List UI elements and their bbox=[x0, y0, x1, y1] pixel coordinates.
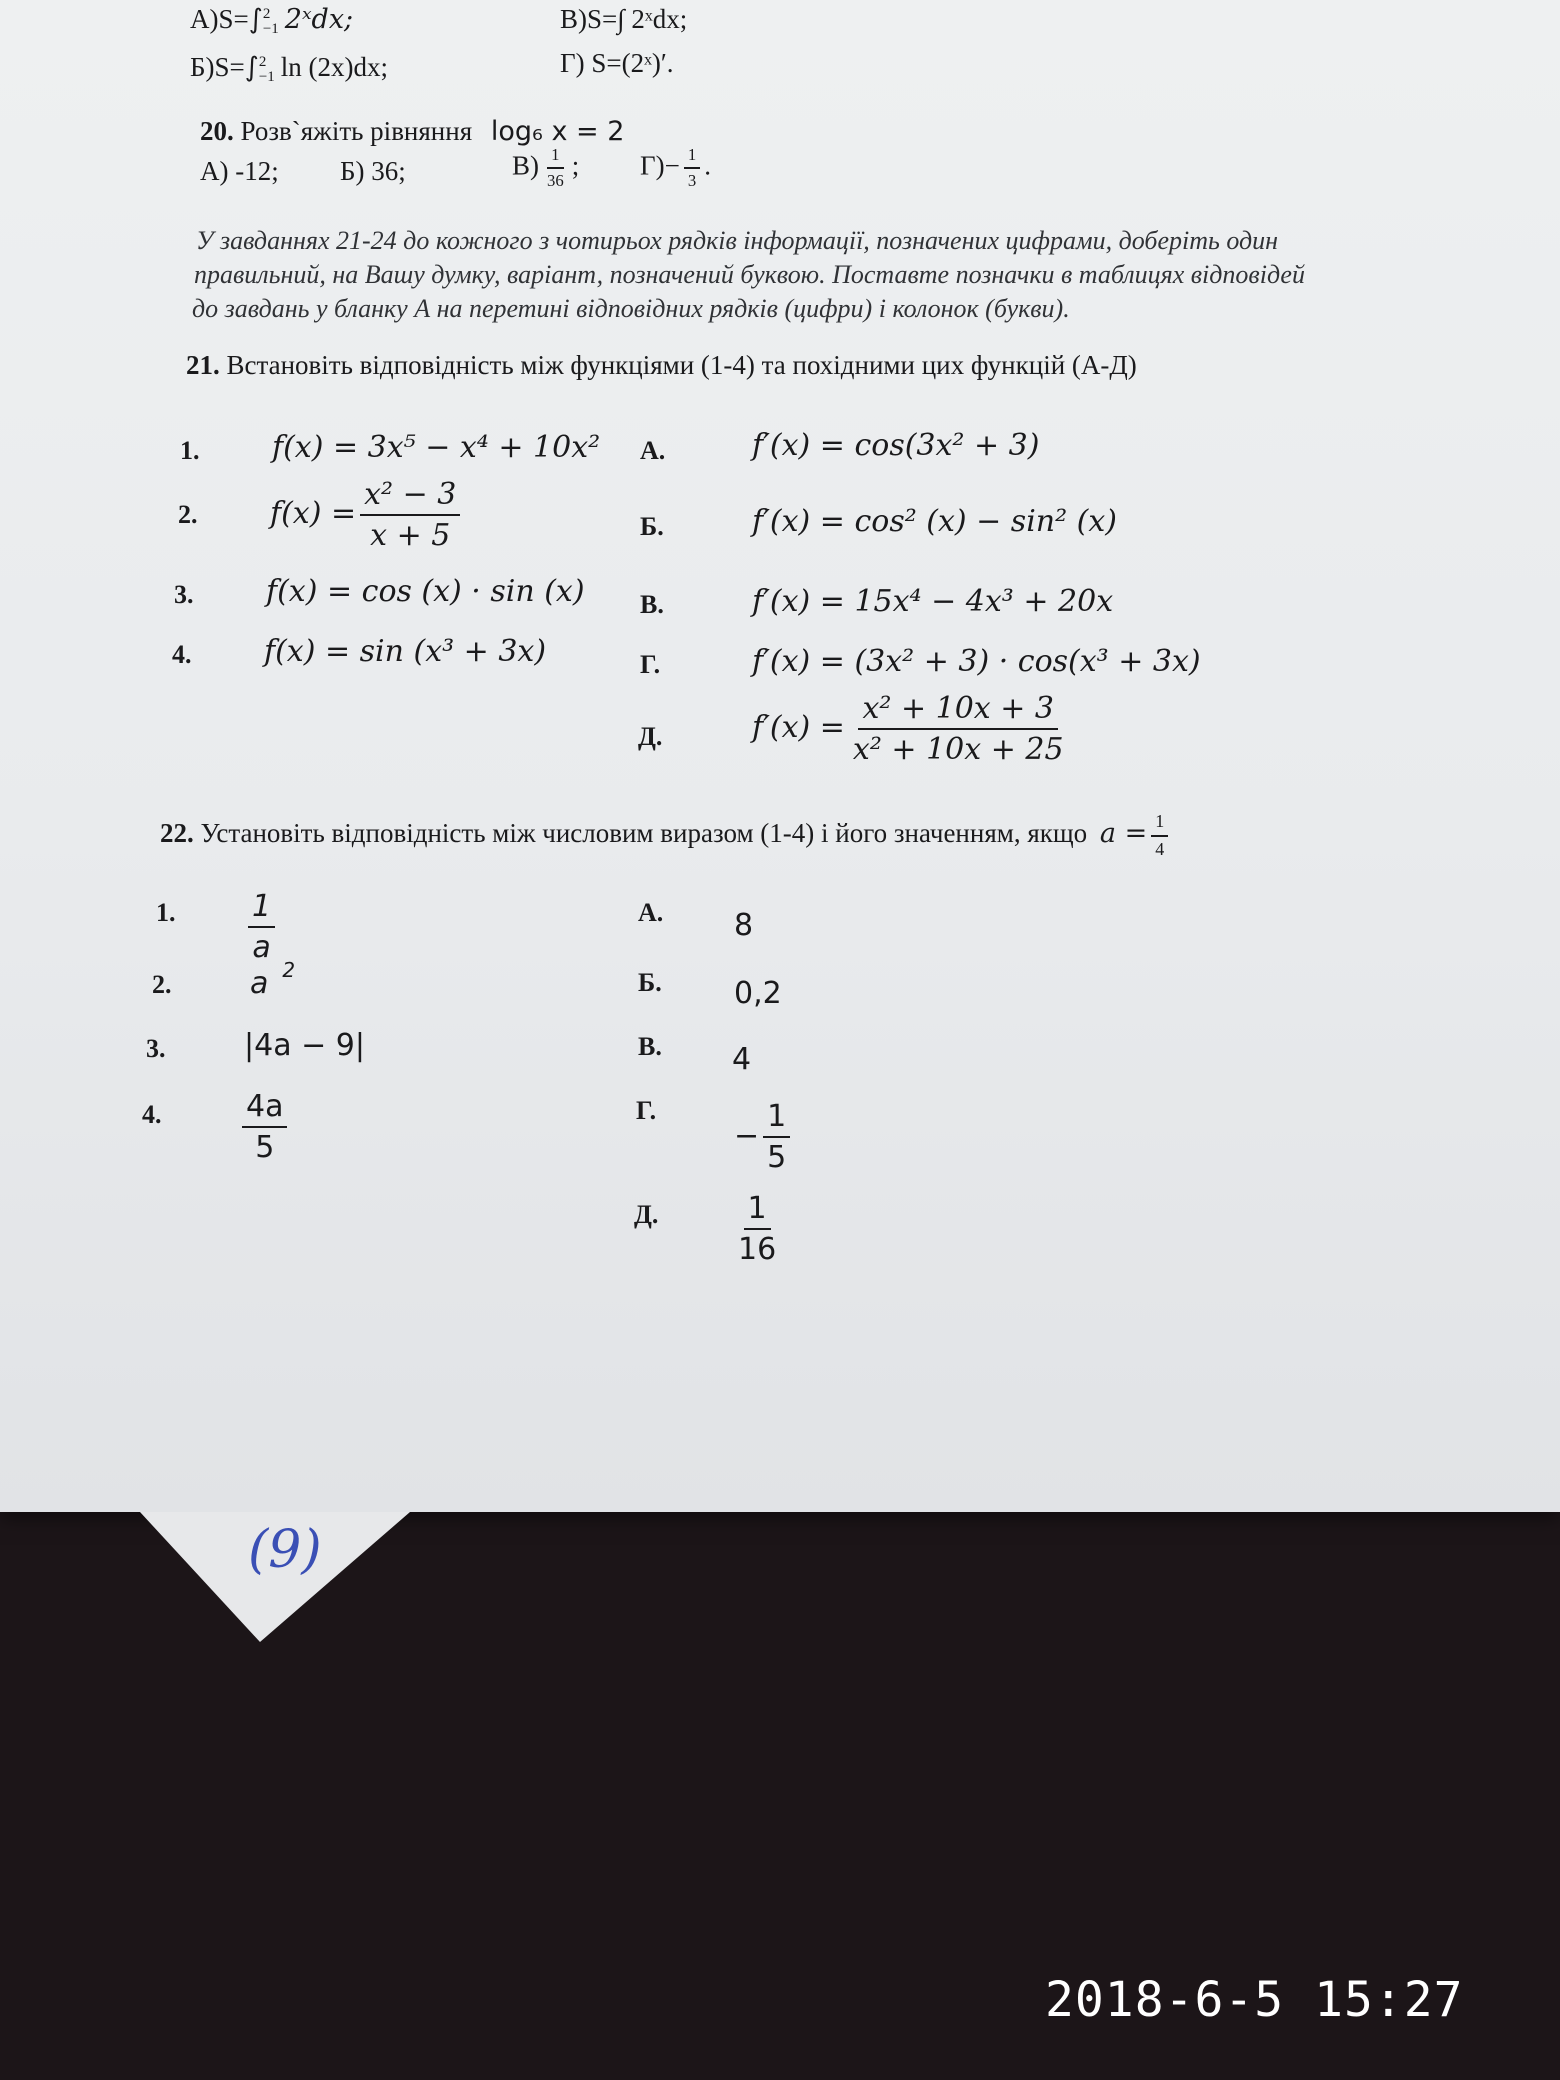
q21-left-label-3: 3. bbox=[174, 580, 194, 609]
q21-function-3: f(x) = cos (x) · sin (x) bbox=[266, 574, 585, 609]
q21-derivative-b: f′(x) = cos² (x) − sin² (x) bbox=[752, 504, 1118, 539]
q22-expression-1: $\frac{1}{a}$ bbox=[244, 890, 279, 964]
q21-right-label-g: Г. bbox=[640, 650, 661, 679]
q22-right-label-g: Г. bbox=[636, 1096, 657, 1125]
q21-derivative-v: f′(x) = 15x⁴ − 4x³ + 20x bbox=[752, 584, 1114, 619]
q22-right-label-a: А. bbox=[638, 898, 664, 927]
q21-right-label-d: Д. bbox=[638, 722, 663, 751]
q19-option-v: В)S=∫ 2ˣdx; bbox=[560, 4, 688, 34]
q22-left-label-4: 4. bbox=[142, 1100, 162, 1129]
q19-option-b: Б)S=∫ 2 −1 ln (2x)dx; bbox=[190, 52, 389, 85]
q22-question: 22. Установіть відповідність між числовим виразом (1-4) і його значенням, якщо a = $\frac{1}{4}$ bbox=[160, 812, 1172, 860]
q22-value-g: − $\frac{1}{5}$ bbox=[734, 1100, 794, 1174]
q19-option-g: Г) S=(2ˣ)′. bbox=[560, 48, 674, 78]
q22-expression-4: $\frac{4a}{5}$ bbox=[238, 1090, 291, 1164]
instructions-line-3: до завдань у бланку А на перетині відповідних рядків (цифри) і колонок (букви). bbox=[192, 294, 1070, 323]
q21-right-label-b: Б. bbox=[640, 512, 664, 541]
q21-right-label-a: А. bbox=[640, 436, 666, 465]
photo-timestamp: 2018-6-5 15:27 bbox=[1045, 1972, 1464, 2028]
q20-option-a: А) -12; bbox=[200, 156, 279, 186]
q20-option-b: Б) 36; bbox=[340, 156, 406, 186]
handwritten-page-number: (9) bbox=[248, 1520, 322, 1580]
q21-function-2: f(x) = $\frac{\text{x² − 3}}{x + 5}$ bbox=[270, 478, 464, 552]
q21-derivative-a: f′(x) = cos(3x² + 3) bbox=[752, 428, 1040, 463]
q20-question: 20. Розв`яжіть рівняння log₆ x = 2 bbox=[200, 116, 625, 147]
q20-option-v: В) $\frac{1}{36}$ ; bbox=[512, 145, 580, 191]
q20-option-g: Г)− $\frac{1}{3}$ . bbox=[640, 145, 711, 191]
q22-right-label-b: Б. bbox=[638, 968, 662, 997]
q22-value-b: 0,2 bbox=[734, 976, 782, 1011]
q21-function-1: f(x) = 3x⁵ − x⁴ + 10x² bbox=[272, 430, 601, 465]
q21-function-4: f(x) = sin (x³ + 3x) bbox=[264, 634, 547, 669]
q22-right-label-d: Д. bbox=[634, 1200, 659, 1229]
q22-expression-2: a $^2$ bbox=[250, 958, 296, 1001]
q21-derivative-d: f′(x) = $\frac{\text{x² + 10x + 3}}{\text{x² + 10x + 25}}$ bbox=[752, 691, 1064, 767]
q22-value-a: 8 bbox=[734, 908, 754, 943]
q22-left-label-1: 1. bbox=[156, 898, 176, 927]
q22-value-d: $\frac{1}{16}$ bbox=[738, 1191, 777, 1267]
q21-left-label-1: 1. bbox=[180, 436, 200, 465]
q22-value-v: 4 bbox=[732, 1042, 752, 1077]
instructions-line-1: У завданнях 21-24 до кожного з чотирьох рядків інформації, позначених цифрами, доберіть один bbox=[196, 226, 1279, 255]
q21-question: 21. Встановіть відповідність між функціями (1-4) та похідними цих функцій (А-Д) bbox=[186, 350, 1137, 380]
q21-left-label-2: 2. bbox=[178, 500, 198, 529]
q19-option-a: А)S=∫ 2 −1 2ˣdx; bbox=[190, 4, 354, 37]
q22-right-label-v: В. bbox=[638, 1032, 662, 1061]
q21-right-label-v: В. bbox=[640, 590, 664, 619]
q22-left-label-2: 2. bbox=[152, 970, 172, 999]
q22-expression-3: |4a − 9| bbox=[244, 1028, 365, 1063]
q22-left-label-3: 3. bbox=[146, 1034, 166, 1063]
instructions-line-2: правильний, на Вашу думку, варіант, позначений буквою. Поставте позначки в таблицях відповідей bbox=[194, 260, 1305, 289]
q21-left-label-4: 4. bbox=[172, 640, 192, 669]
q21-derivative-g: f′(x) = (3x² + 3) · cos(x³ + 3x) bbox=[752, 644, 1201, 679]
